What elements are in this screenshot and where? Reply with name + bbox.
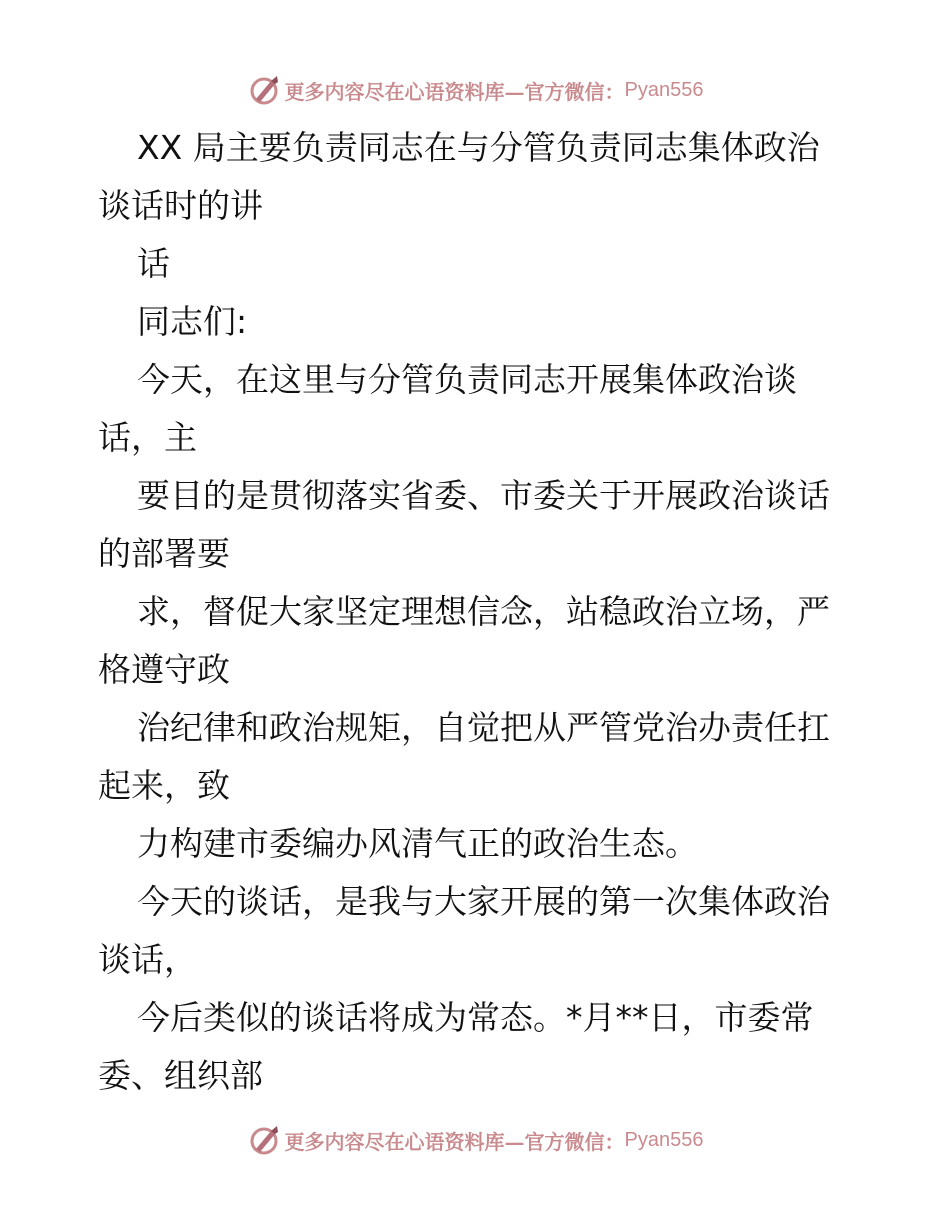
paragraph-line: 今天，在这里与分管负责同志开展集体政治谈: [137, 360, 797, 399]
paragraph-line: 求，督促大家坚定理想信念，站稳政治立场，严: [137, 592, 830, 631]
salutation: 同志们:: [137, 302, 248, 341]
watermark-text: 更多内容尽在心语资料库—官方微信：: [284, 79, 625, 104]
title-line-1: XX 局主要负责同志在与分管负责同志集体政治: [137, 128, 820, 167]
watermark-footer: [0, 1120, 950, 1160]
paragraph-line: 治纪律和政治规矩，自觉把从严管党治办责任扛: [137, 708, 830, 747]
paragraph-line: 格遵守政: [98, 650, 230, 689]
paragraph-line: 今后类似的谈话将成为常态。*月**日，市委常: [137, 998, 814, 1037]
watermark-account: Pyan556: [624, 1128, 704, 1151]
paragraph-line: 的部署要: [98, 534, 230, 573]
paragraph-line: 今天的谈话，是我与大家开展的第一次集体政治: [137, 882, 830, 921]
paragraph-line: 谈话，: [98, 940, 197, 979]
watermark-header: [0, 70, 950, 110]
paragraph-line: 委、组织部: [98, 1056, 263, 1095]
title-line-2: 谈话时的讲: [98, 186, 263, 225]
watermark-text: 更多内容尽在心语资料库—官方微信：: [284, 1129, 625, 1154]
paragraph-line: 要目的是贯彻落实省委、市委关于开展政治谈话: [137, 476, 830, 515]
pen-logo-icon: [247, 1123, 281, 1157]
paragraph-line: 话，主: [98, 418, 197, 457]
paragraph-line: 力构建市委编办风清气正的政治生态。: [137, 824, 698, 863]
paragraph-line: 起来，致: [98, 766, 230, 805]
pen-logo-icon: [247, 73, 281, 107]
watermark-account: Pyan556: [624, 78, 704, 101]
title-line-3: 话: [137, 244, 170, 283]
